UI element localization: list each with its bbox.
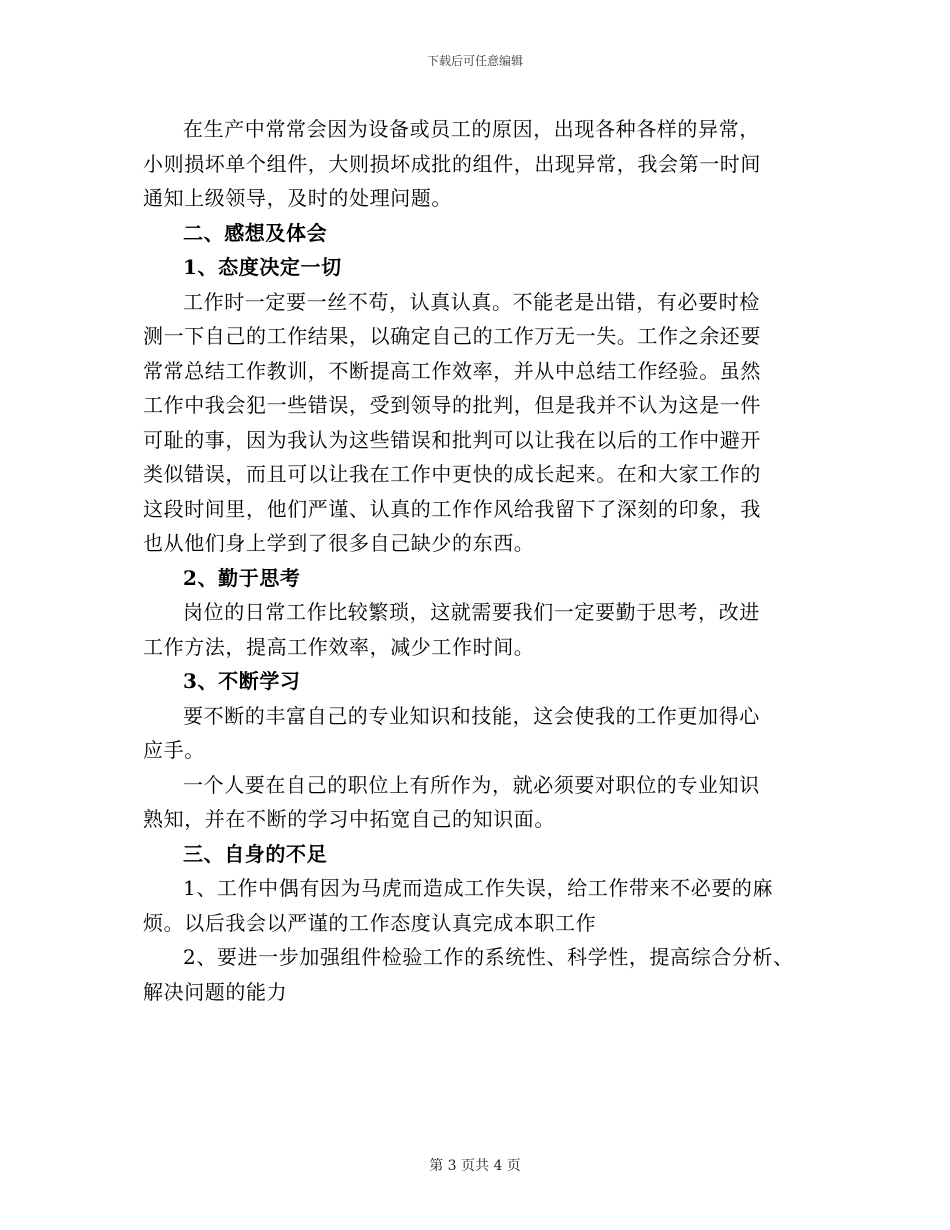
paragraph-line: 也从他们身上学到了很多自己缺少的东西。 [143,531,535,555]
paragraph [143,699,803,768]
paragraph-line: 常常总结工作教训，不断提高工作效率，并从中总结工作经验。虽然 [143,358,761,383]
paragraph-line: 工作方法，提高工作效率，减少工作时间。 [143,634,535,659]
paragraph-line: 通知上级领导，及时的处理问题。 [143,186,452,210]
paragraph-line: 岗位的日常工作比较繁琐，这就需要我们一定要勤于思考，改进 [183,600,760,624]
paragraph-line: 一个人要在自己的职位上有所作为，就必须要对职位的专业知识 [183,772,760,797]
section-heading: 1、态度决定一切 [183,255,342,279]
document-body [143,112,803,1009]
paragraph-line: 解决问题的能力 [143,979,288,1004]
page-footer: 第 3 页共 4 页 [429,1158,521,1174]
section-heading: 3、不断学习 [183,669,301,693]
paragraph-line: 应手。 [143,738,205,762]
section-heading: 2、勤于思考 [183,565,301,590]
paragraph-line: 1、工作中偶有因为马虎而造成工作失误，给工作带来不必要的麻 [183,876,774,900]
paragraph [143,871,803,940]
paragraph-line: 工作中我会犯一些错误，受到领导的批判，但是我并不认为这是一件 [143,393,761,417]
page-header: 下载后可任意编辑 [426,54,523,68]
paragraph-line: 熟知，并在不断的学习中拓宽自己的知识面。 [143,807,555,831]
paragraph-line: 在生产中常常会因为设备或员工的原因，出现各种各样的异常， [183,117,760,141]
paragraph-line: 工作时一定要一丝不苟，认真认真。不能老是出错，有必要时检 [183,289,760,314]
section-heading: 二、感想及体会 [183,220,328,245]
paragraph [143,112,803,216]
paragraph [143,940,803,1009]
paragraph-line: 测一下自己的工作结果，以确定自己的工作万无一失。工作之余还要 [143,324,761,348]
paragraph-line: 类似错误，而且可以让我在工作中更快的成长起来。在和大家工作的 [143,462,761,486]
paragraph [143,595,803,664]
paragraph-line: 2、要进一步加强组件检验工作的系统性、科学性，提高综合分析、 [183,945,794,969]
paragraph [143,285,803,561]
paragraph-line: 要不断的丰富自己的专业知识和技能，这会使我的工作更加得心 [183,703,760,728]
paragraph [143,768,803,837]
paragraph-line: 这段时间里，他们严谨、认真的工作作风给我留下了深刻的印象，我 [143,496,761,521]
paragraph-line: 烦。以后我会以严谨的工作态度认真完成本职工作 [143,910,597,935]
paragraph-line: 可耻的事，因为我认为这些错误和批判可以让我在以后的工作中避开 [143,427,761,452]
paragraph-line: 小则损坏单个组件，大则损坏成批的组件，出现异常，我会第一时间 [143,151,761,176]
section-heading: 三、自身的不足 [183,841,328,866]
